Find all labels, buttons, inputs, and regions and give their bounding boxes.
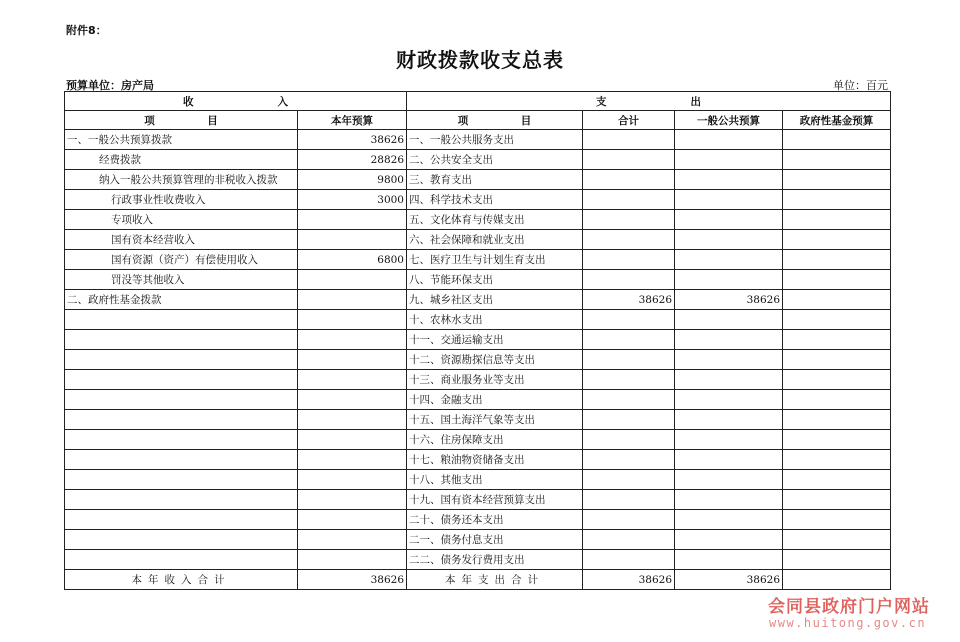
income-item — [65, 470, 298, 490]
income-amount — [298, 390, 407, 410]
expense-total — [583, 390, 675, 410]
expense-total — [583, 330, 675, 350]
expense-general — [675, 370, 783, 390]
table-row — [65, 470, 891, 490]
expense-header: 支 出 — [407, 92, 891, 111]
expense-item: 三、教育支出 — [407, 170, 583, 190]
income-item: 一、一般公共预算拨款 — [65, 130, 298, 150]
table-row — [65, 370, 891, 390]
income-item — [65, 390, 298, 410]
expense-general: 38626 — [675, 290, 783, 310]
income-amount — [298, 370, 407, 390]
expense-general — [675, 510, 783, 530]
totals-row — [65, 570, 891, 590]
expense-total — [583, 190, 675, 210]
income-amount: 9800 — [298, 170, 407, 190]
income-amount — [298, 330, 407, 350]
income-item: 国有资源（资产）有偿使用收入 — [65, 250, 298, 270]
expense-item: 十五、国土海洋气象等支出 — [407, 410, 583, 430]
expense-total — [583, 170, 675, 190]
expense-general — [675, 150, 783, 170]
header-row-2 — [65, 111, 891, 130]
income-item — [65, 490, 298, 510]
watermark-site-name: 会同县政府门户网站 — [768, 597, 930, 617]
table-row — [65, 210, 891, 230]
income-item — [65, 550, 298, 570]
income-amount — [298, 510, 407, 530]
table-row — [65, 450, 891, 470]
expense-item-header: 项 目 — [407, 111, 583, 130]
income-item: 纳入一般公共预算管理的非税收入拨款 — [65, 170, 298, 190]
expense-general — [675, 190, 783, 210]
expense-fund — [783, 250, 891, 270]
income-amount — [298, 530, 407, 550]
expense-general — [675, 350, 783, 370]
expense-fund — [783, 370, 891, 390]
table-row — [65, 270, 891, 290]
expense-fund — [783, 150, 891, 170]
expense-fund — [783, 130, 891, 150]
expense-item: 二二、债务发行费用支出 — [407, 550, 583, 570]
income-item: 国有资本经营收入 — [65, 230, 298, 250]
table-row — [65, 330, 891, 350]
expense-total — [583, 410, 675, 430]
expense-item: 五、文化体育与传媒支出 — [407, 210, 583, 230]
expense-fund — [783, 470, 891, 490]
expense-general — [675, 550, 783, 570]
table-row — [65, 530, 891, 550]
expense-general-header: 一般公共预算 — [675, 111, 783, 130]
income-item-header: 项 目 — [65, 111, 298, 130]
expense-total — [583, 490, 675, 510]
income-item — [65, 410, 298, 430]
expense-fund — [783, 550, 891, 570]
income-total-amount: 38626 — [298, 570, 407, 590]
table-row — [65, 490, 891, 510]
expense-grand-total: 38626 — [583, 570, 675, 590]
table-row — [65, 190, 891, 210]
expense-fund — [783, 310, 891, 330]
income-item — [65, 450, 298, 470]
table-row — [65, 250, 891, 270]
expense-total — [583, 350, 675, 370]
header-row-1 — [65, 92, 891, 111]
income-item: 罚没等其他收入 — [65, 270, 298, 290]
expense-item: 二一、债务付息支出 — [407, 530, 583, 550]
income-amount — [298, 470, 407, 490]
income-amount — [298, 430, 407, 450]
expense-general — [675, 330, 783, 350]
expense-general — [675, 210, 783, 230]
expense-item: 十二、资源勘探信息等支出 — [407, 350, 583, 370]
expense-fund — [783, 450, 891, 470]
expense-item: 十、农林水支出 — [407, 310, 583, 330]
expense-general — [675, 130, 783, 150]
expense-fund — [783, 510, 891, 530]
expense-item: 十三、商业服务业等支出 — [407, 370, 583, 390]
page-title: 财政拨款收支总表 — [396, 48, 564, 72]
income-item — [65, 510, 298, 530]
income-amount — [298, 310, 407, 330]
income-item — [65, 310, 298, 330]
attachment-label: 附件8： — [66, 24, 107, 37]
expense-item: 二十、债务还本支出 — [407, 510, 583, 530]
income-amount — [298, 490, 407, 510]
expense-fund-total — [783, 570, 891, 590]
income-amount: 38626 — [298, 130, 407, 150]
table-row — [65, 230, 891, 250]
table-row — [65, 390, 891, 410]
expense-total — [583, 250, 675, 270]
expense-general — [675, 270, 783, 290]
expense-total-header: 合计 — [583, 111, 675, 130]
expense-total — [583, 450, 675, 470]
table-row — [65, 550, 891, 570]
expense-general-total: 38626 — [675, 570, 783, 590]
income-amount — [298, 230, 407, 250]
expense-item: 二、公共安全支出 — [407, 150, 583, 170]
expense-fund — [783, 490, 891, 510]
expense-general — [675, 410, 783, 430]
expense-fund — [783, 530, 891, 550]
table-row — [65, 510, 891, 530]
income-item: 二、政府性基金拨款 — [65, 290, 298, 310]
expense-item: 一、一般公共服务支出 — [407, 130, 583, 150]
income-amount: 28826 — [298, 150, 407, 170]
income-amount — [298, 350, 407, 370]
expense-fund — [783, 210, 891, 230]
expense-total — [583, 370, 675, 390]
expense-total — [583, 230, 675, 250]
watermark-url: www.huitong.gov.cn — [769, 616, 927, 630]
expense-fund — [783, 230, 891, 250]
income-header: 收 入 — [65, 92, 407, 111]
expense-total — [583, 310, 675, 330]
expense-total — [583, 430, 675, 450]
table-row — [65, 310, 891, 330]
table-row — [65, 410, 891, 430]
expense-total — [583, 530, 675, 550]
expense-general — [675, 170, 783, 190]
expense-total: 38626 — [583, 290, 675, 310]
income-item: 经费拨款 — [65, 150, 298, 170]
expense-fund — [783, 290, 891, 310]
expense-item: 十六、住房保障支出 — [407, 430, 583, 450]
expense-item: 九、城乡社区支出 — [407, 290, 583, 310]
expense-item: 十八、其他支出 — [407, 470, 583, 490]
expense-general — [675, 490, 783, 510]
expense-total — [583, 510, 675, 530]
income-amount — [298, 410, 407, 430]
expense-fund — [783, 390, 891, 410]
expense-general — [675, 450, 783, 470]
budget-table — [64, 91, 891, 590]
expense-general — [675, 250, 783, 270]
income-item — [65, 430, 298, 450]
income-amount — [298, 550, 407, 570]
income-amount: 6800 — [298, 250, 407, 270]
expense-total — [583, 270, 675, 290]
currency-unit: 单位：百元 — [833, 79, 888, 92]
expense-item: 八、节能环保支出 — [407, 270, 583, 290]
income-amount: 3000 — [298, 190, 407, 210]
expense-general — [675, 470, 783, 490]
expense-fund — [783, 170, 891, 190]
expense-fund — [783, 190, 891, 210]
income-item — [65, 370, 298, 390]
expense-total — [583, 150, 675, 170]
expense-total — [583, 470, 675, 490]
expense-general — [675, 390, 783, 410]
expense-general — [675, 530, 783, 550]
expense-general — [675, 230, 783, 250]
expense-item: 七、医疗卫生与计划生育支出 — [407, 250, 583, 270]
expense-fund — [783, 430, 891, 450]
expense-item: 六、社会保障和就业支出 — [407, 230, 583, 250]
budget-unit: 预算单位：房产局 — [66, 79, 154, 92]
expense-total-label: 本年支出合计 — [407, 570, 583, 590]
table-row — [65, 130, 891, 150]
expense-fund — [783, 330, 891, 350]
expense-total — [583, 130, 675, 150]
income-budget-header: 本年预算 — [298, 111, 407, 130]
table-row — [65, 170, 891, 190]
income-item — [65, 330, 298, 350]
expense-fund — [783, 410, 891, 430]
expense-fund — [783, 350, 891, 370]
expense-general — [675, 430, 783, 450]
income-item: 行政事业性收费收入 — [65, 190, 298, 210]
table-row — [65, 150, 891, 170]
expense-general — [675, 310, 783, 330]
expense-fund — [783, 270, 891, 290]
income-amount — [298, 270, 407, 290]
expense-fund-header: 政府性基金预算 — [783, 111, 891, 130]
table-row — [65, 430, 891, 450]
income-item — [65, 530, 298, 550]
income-total-label: 本年收入合计 — [65, 570, 298, 590]
expense-item: 十九、国有资本经营预算支出 — [407, 490, 583, 510]
expense-item: 四、科学技术支出 — [407, 190, 583, 210]
income-amount — [298, 290, 407, 310]
table-row — [65, 350, 891, 370]
income-item — [65, 350, 298, 370]
table-row — [65, 290, 891, 310]
expense-total — [583, 210, 675, 230]
income-amount — [298, 450, 407, 470]
expense-item: 十四、金融支出 — [407, 390, 583, 410]
expense-total — [583, 550, 675, 570]
income-amount — [298, 210, 407, 230]
income-item: 专项收入 — [65, 210, 298, 230]
expense-item: 十七、粮油物资储备支出 — [407, 450, 583, 470]
expense-item: 十一、交通运输支出 — [407, 330, 583, 350]
